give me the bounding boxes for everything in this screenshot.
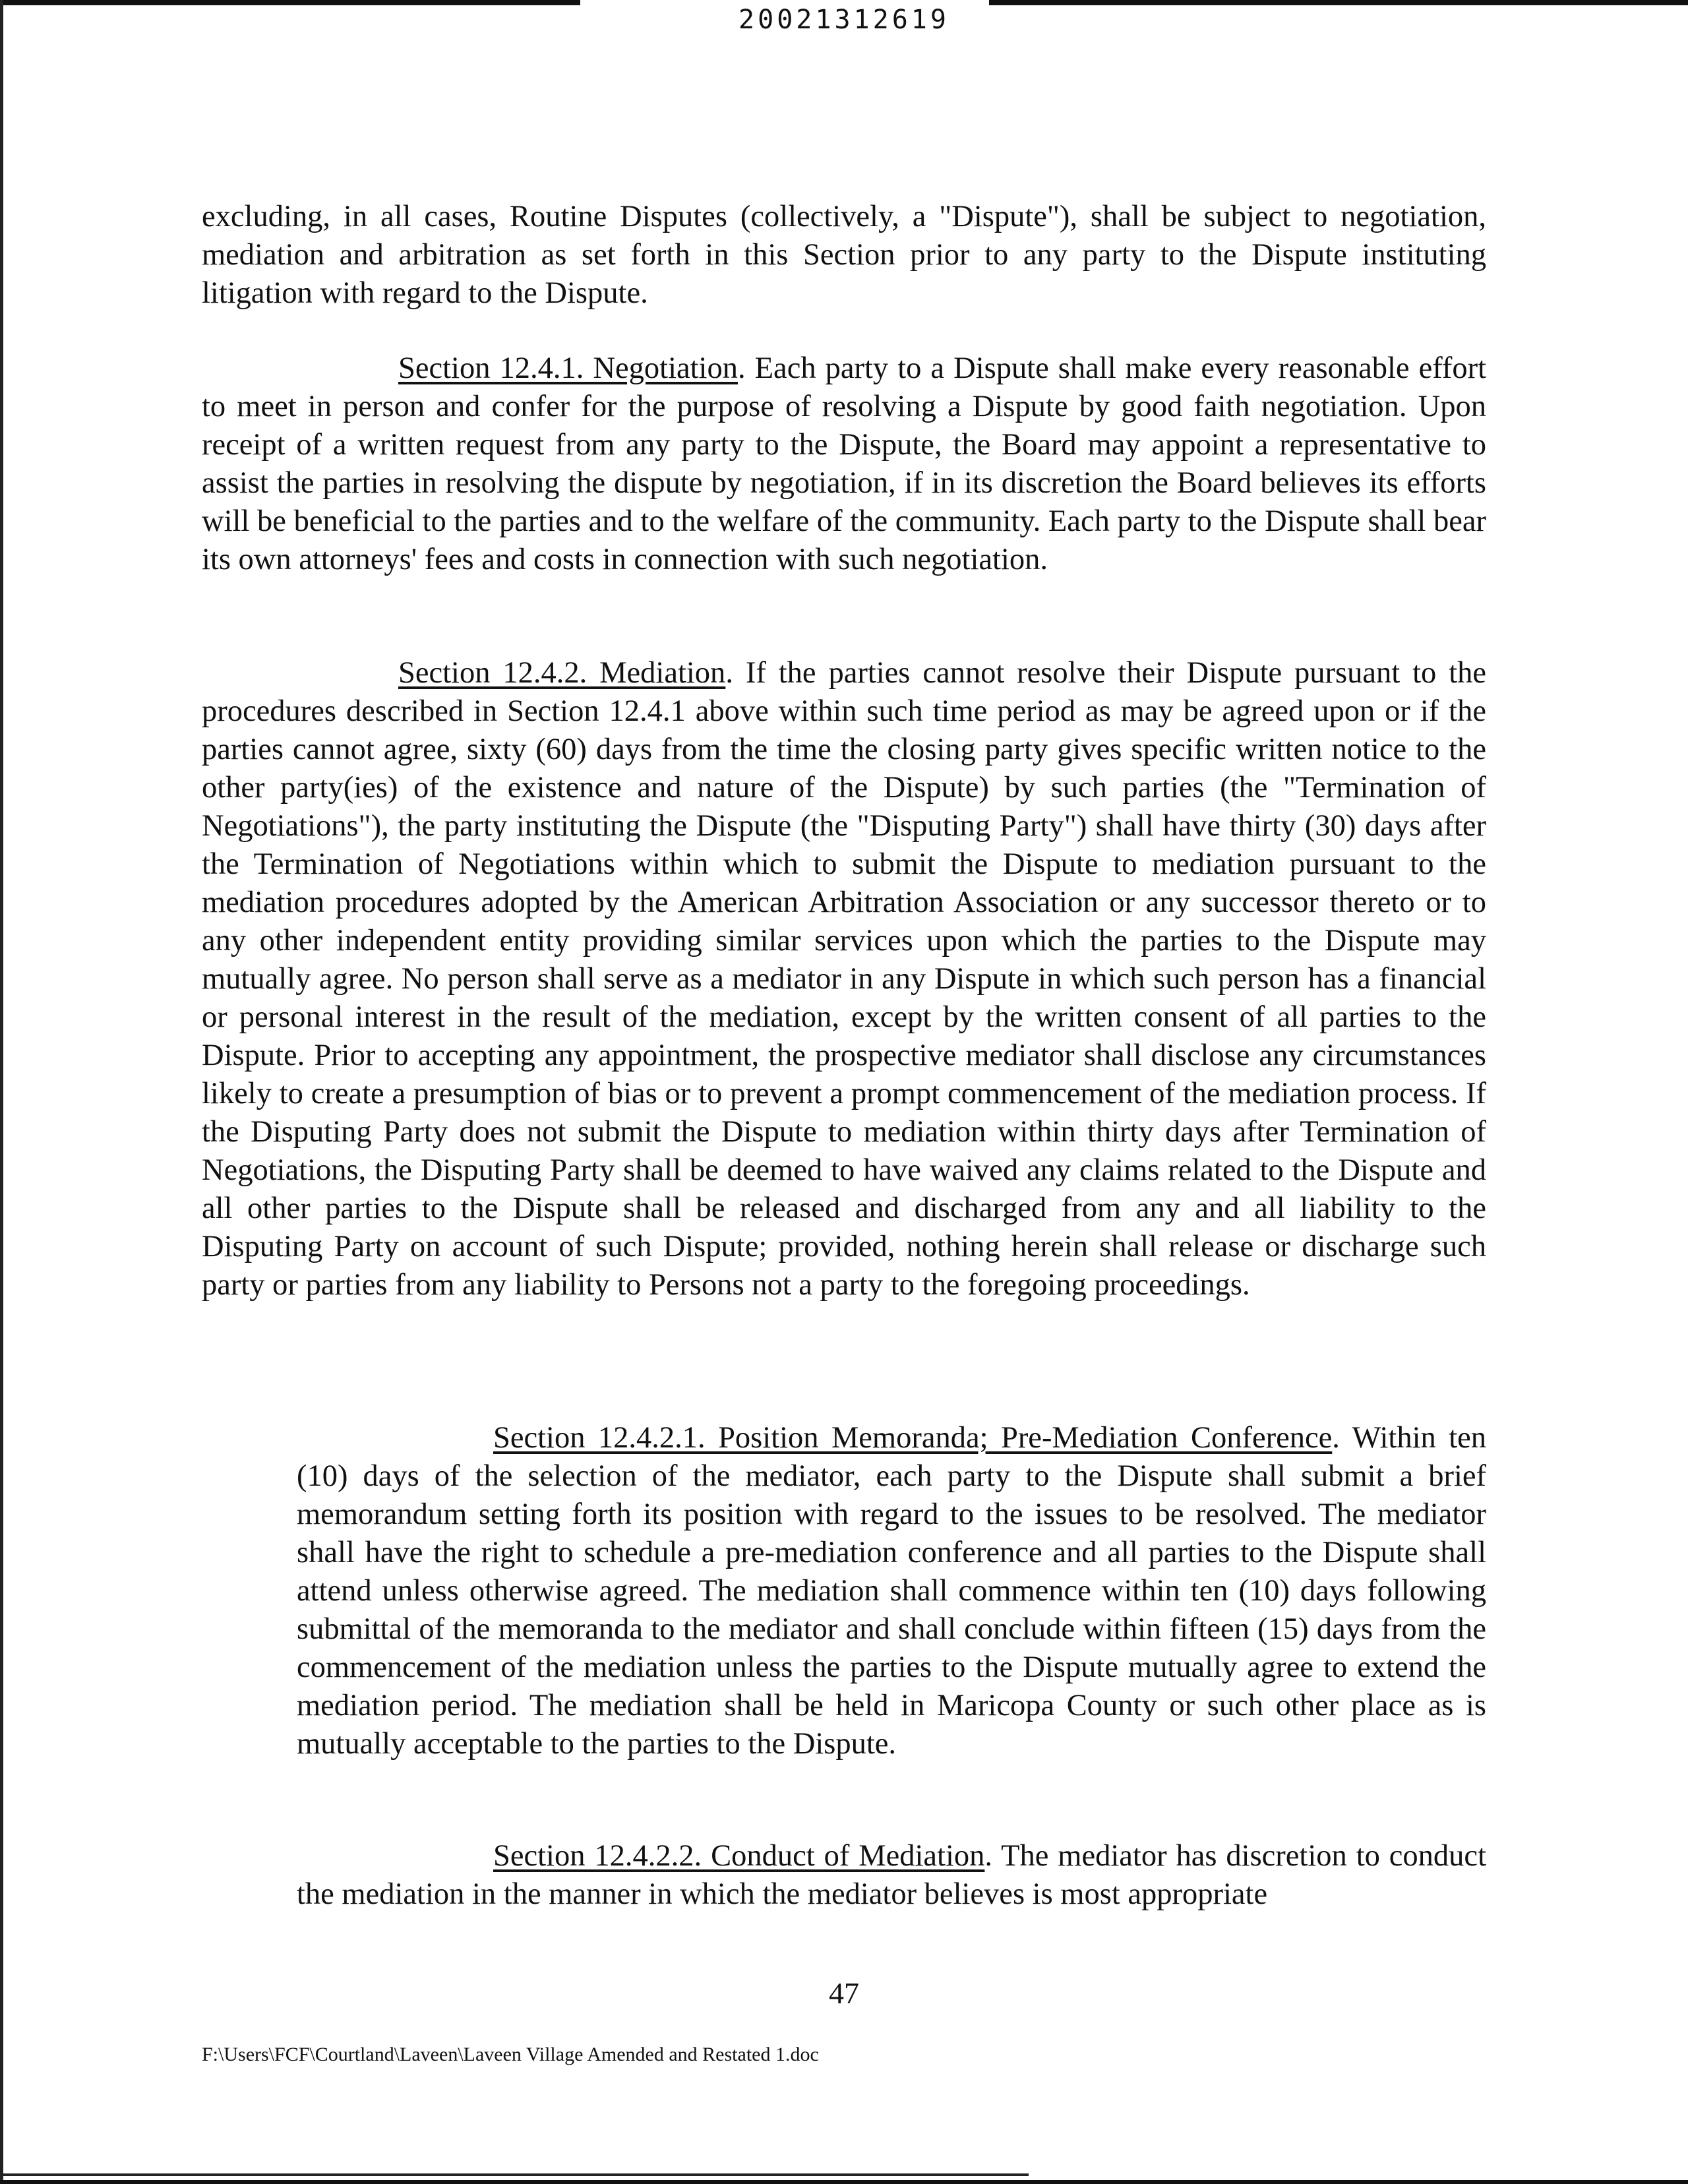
section-position-memoranda-body: . Within ten (10) days of the selection of the mediator, each party to the Dispute shall submit a brief memorandum setting forth its position with regard to the issues to be resolved. The mediator shall have the right to schedule a pre-mediation conference and all parties to the Dispute shall attend unless otherwise agreed. The mediation shall commence within ten (10) days following submittal of the memoranda to the mediator and shall conclude within fifteen (15) days from the commencement of the mediation unless the parties to the Dispute mutually agree to extend the mediation period. The mediation shall be held in Maricopa County or such other place as is mutually acceptable to the parties to the Dispute. — [297, 1421, 1486, 1761]
scan-edge-left — [0, 0, 3, 2184]
section-conduct-of-mediation — [297, 1837, 1486, 1914]
section-negotiation-body: . Each party to a Dispute shall make every reasonable effort to meet in person and confer for the purpose of resolving a Dispute by good faith negotiation. Upon receipt of a written request from any party to the Dispute, the Board may appoint a representative to assist the parties in resolving the dispute by negotiation, if in its discretion the Board believes its efforts will be beneficial to the parties and to the welfare of the community. Each party to the Dispute shall bear its own attorneys' fees and costs in connection with such negotiation. — [202, 351, 1487, 576]
section-conduct-of-mediation-heading: Section 12.4.2.2. Conduct of Mediation — [493, 1839, 985, 1873]
section-position-memoranda-heading: Section 12.4.2.1. Position Memoranda; Pre-Mediation Conference — [493, 1421, 1333, 1455]
section-negotiation — [202, 349, 1486, 579]
intro-paragraph: excluding, in all cases, Routine Disputes (collectively, a "Dispute"), shall be subject to negotiation, mediation and arbitration as set forth in this Section prior to any party to the Dispute instituting litigation with regard to the Dispute. — [202, 200, 1486, 310]
section-mediation-heading: Section 12.4.2. Mediation — [398, 656, 726, 690]
scan-edge-bottom — [0, 2180, 1688, 2184]
document-id: 20021312619 — [738, 5, 950, 35]
section-mediation — [202, 654, 1486, 1304]
section-position-memoranda — [297, 1419, 1486, 1763]
scan-edge-bottom-short — [0, 2173, 1029, 2176]
section-conduct-of-mediation-body: . The mediator has discretion to conduct the mediation in the manner in which the mediator believes is most appropriate — [297, 1839, 1486, 1911]
file-path-footer: F:\Users\FCF\Courtland\Laveen\Laveen Village Amended and Restated 1.doc — [202, 2044, 819, 2065]
page-number: 47 — [829, 1976, 859, 2010]
section-mediation-body: . If the parties cannot resolve their Dispute pursuant to the procedures described in Section 12.4.1 above within such time period as may be agreed upon or if the parties cannot agree, sixty (60) days from the time the closing party gives specific written notice to the other party(ies) of the existence and nature of the Dispute) by such parties (the "Termination of Negotiations"), the party instituting the Dispute (the "Disputing Party") shall have thirty (30) days after the Termination of Negotiations within which to submit the Dispute to mediation pursuant to the mediation procedures adopted by the American Arbitration Association or any successor thereto or to any other independent entity providing similar services upon which the parties to the Dispute may mutually agree. No person shall serve as a mediator in any Dispute in which such person has a financial or personal interest in the result of the mediation, except by the written consent of all parties to the Dispute. Prior to accepting any appointment, the prospective mediator shall disclose any circumstances likely to create a presumption of bias or to prevent a prompt commencement of the mediation process. If the Disputing Party does not submit the Dispute to mediation within thirty days after Termination of Negotiations, the Disputing Party shall be deemed to have waived any claims related to the Dispute and all other parties to the Dispute shall be released and discharged from any and all liability to the Disputing Party on account of such Dispute; provided, nothing herein shall release or discharge such party or parties from any liability to Persons not a party to the foregoing proceedings. — [202, 656, 1486, 1302]
section-negotiation-heading: Section 12.4.1. Negotiation — [398, 351, 738, 385]
